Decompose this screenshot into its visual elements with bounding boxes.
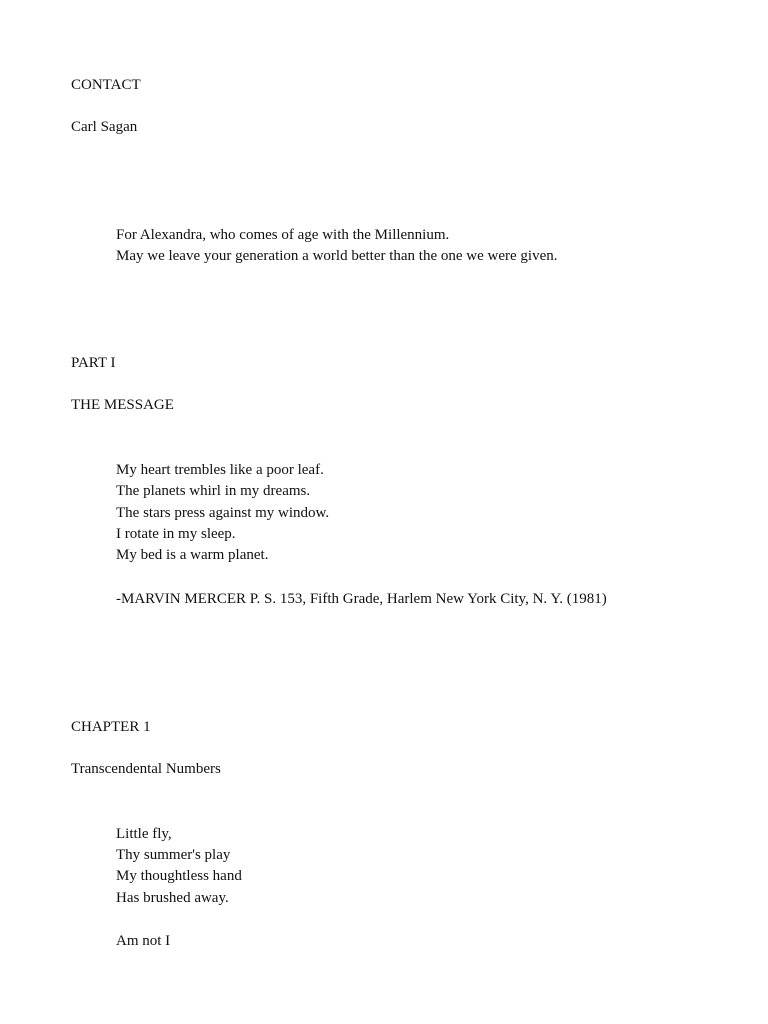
chapter-label: CHAPTER 1 xyxy=(71,719,151,735)
poem-line: Thy summer's play xyxy=(116,847,231,863)
poem-attribution: -MARVIN MERCER P. S. 153, Fifth Grade, Harlem New York City, N. Y. (1981) xyxy=(116,591,607,607)
book-title: CONTACT xyxy=(71,77,141,93)
poem-line: My bed is a warm planet. xyxy=(116,547,269,563)
poem-line: Little fly, xyxy=(116,826,172,842)
part-title: THE MESSAGE xyxy=(71,397,174,413)
poem-line: The planets whirl in my dreams. xyxy=(116,483,311,499)
poem-line: Has brushed away. xyxy=(116,890,229,906)
dedication-line: May we leave your generation a world better than the one we were given. xyxy=(116,248,558,264)
poem-line: My heart trembles like a poor leaf. xyxy=(116,462,324,478)
book-author: Carl Sagan xyxy=(71,119,138,135)
poem-line: Am not I xyxy=(116,933,171,949)
chapter-title: Transcendental Numbers xyxy=(71,761,221,777)
poem-line: The stars press against my window. xyxy=(116,505,330,521)
dedication-line: For Alexandra, who comes of age with the Millennium. xyxy=(116,227,450,243)
part-label: PART I xyxy=(71,355,116,371)
poem-line: My thoughtless hand xyxy=(116,868,242,884)
poem-line: I rotate in my sleep. xyxy=(116,526,236,542)
